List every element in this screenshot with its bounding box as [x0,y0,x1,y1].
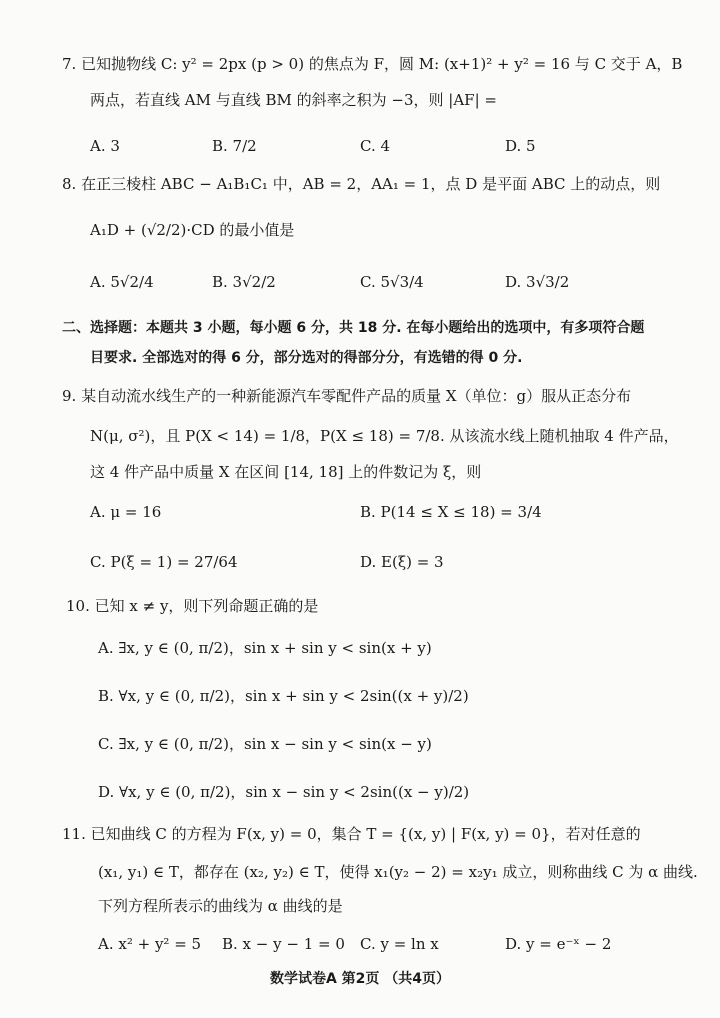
q11-option-a: A. x² + y² = 5 [98,935,202,953]
q11-option-b: B. x − y − 1 = 0 [222,935,345,953]
q11-stem-line1: 11. 已知曲线 C 的方程为 F(x, y) = 0，集合 T = {(x, y) | F(x, y) = 0}，若对任意的 [62,825,641,843]
q9-option-c: C. P(ξ = 1) = 27/64 [90,553,238,571]
q8-stem-line1: 8. 在正三棱柱 ABC − A₁B₁C₁ 中，AB = 2，AA₁ = 1，点 D 是平面 ABC 上的动点，则 [62,175,661,193]
q9-stem-line2: N(μ, σ²)，且 P(X < 14) = 1/8，P(X ≤ 18) = 7/8. 从该流水线上随机抽取 4 件产品， [90,427,679,445]
q9-option-a: A. μ = 16 [90,503,162,521]
q8-option-b: B. 3√2/2 [212,273,276,291]
q10-option-c: C. ∃x, y ∈ (0, π/2)，sin x − sin y < sin(x − y) [98,735,432,753]
q10-option-d: D. ∀x, y ∈ (0, π/2)，sin x − sin y < 2sin((x − y)/2) [98,783,470,801]
section-2-heading: 二、选择题：本题共 3 小题，每小题 6 分，共 18 分. 在每小题给出的选项中，有多项符合题 [62,320,645,336]
q9-option-b: B. P(14 ≤ X ≤ 18) = 3/4 [360,503,542,521]
q8-option-c: C. 5√3/4 [360,273,424,291]
q10-stem: 10. 已知 x ≠ y，则下列命题正确的是 [66,597,319,615]
q8-option-d: D. 3√3/2 [505,273,570,291]
q11-option-d: D. y = e⁻ˣ − 2 [505,935,612,953]
q7-option-b: B. 7/2 [212,137,257,155]
q7-option-c: C. 4 [360,137,391,155]
q7-option-a: A. 3 [90,137,120,155]
q9-stem-line1: 9. 某自动流水线生产的一种新能源汽车零配件产品的质量 X（单位：g）服从正态分布 [62,387,632,405]
q10-option-a: A. ∃x, y ∈ (0, π/2)，sin x + sin y < sin(x + y) [98,639,432,657]
q9-option-d: D. E(ξ) = 3 [360,553,444,571]
q11-option-c: C. y = ln x [360,935,439,953]
q7-option-d: D. 5 [505,137,536,155]
q11-stem-line2: (x₁, y₁) ∈ T，都存在 (x₂, y₂) ∈ T，使得 x₁(y₂ − 2) = x₂y₁ 成立，则称曲线 C 为 α 曲线. [98,863,698,881]
q11-stem-line3: 下列方程所表示的曲线为 α 曲线的是 [98,897,343,915]
page-footer: 数学试卷A 第2页 （共4页） [269,971,451,987]
q10-option-b: B. ∀x, y ∈ (0, π/2)，sin x + sin y < 2sin((x + y)/2) [98,687,469,705]
q7-stem-line2: 两点，若直线 AM 与直线 BM 的斜率之积为 −3，则 |AF| = [90,91,497,109]
q8-option-a: A. 5√2/4 [90,273,154,291]
section-2-instructions: 目要求. 全部选对的得 6 分，部分选对的得部分分，有选错的得 0 分. [90,350,523,366]
q8-stem-line2: A₁D + (√2/2)·CD 的最小值是 [90,221,295,239]
q9-stem-line3: 这 4 件产品中质量 X 在区间 [14, 18] 上的件数记为 ξ，则 [90,463,482,481]
q7-stem-line1: 7. 已知抛物线 C: y² = 2px (p > 0) 的焦点为 F，圆 M: (x+1)² + y² = 16 与 C 交于 A，B [62,55,683,73]
